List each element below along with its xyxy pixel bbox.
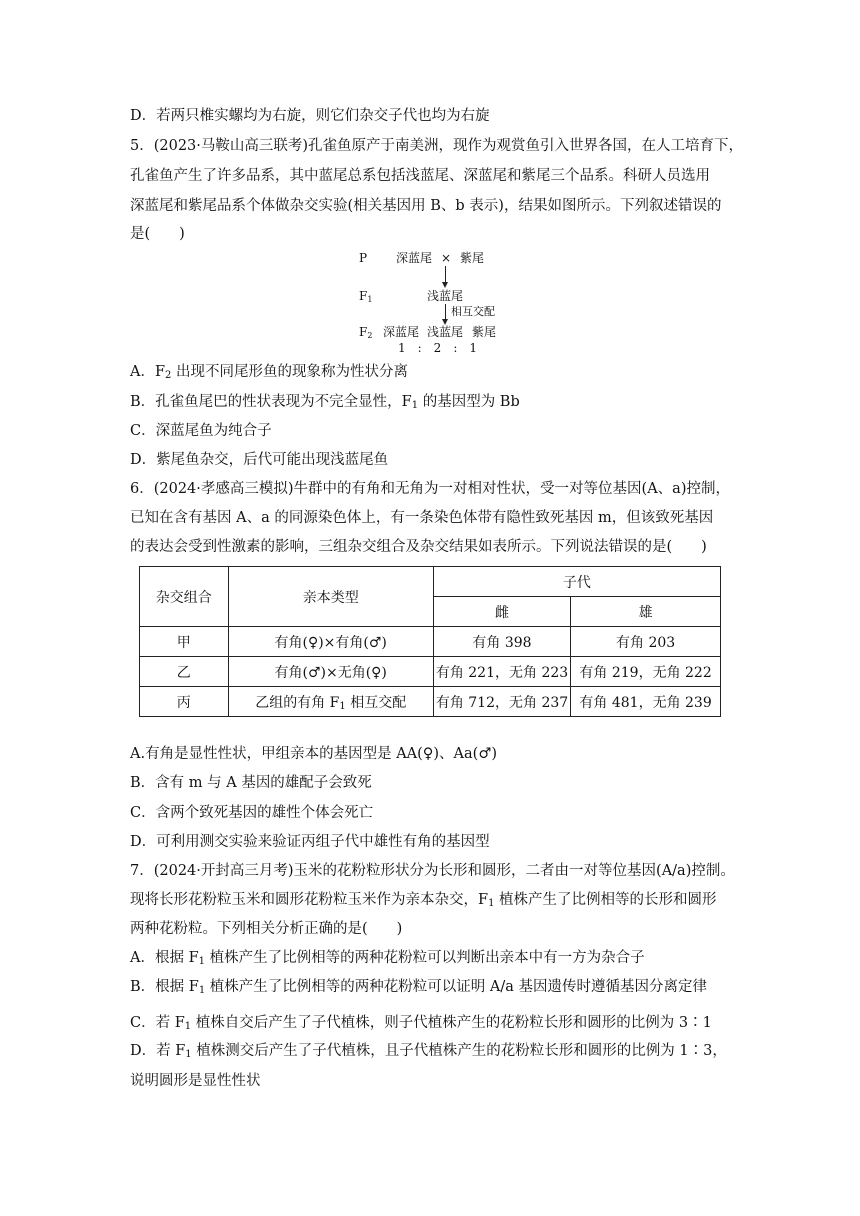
cell-parent: 有角(♂)×无角(♀) bbox=[228, 657, 433, 687]
header-male: 雄 bbox=[571, 597, 721, 627]
q5-option-c: C．深蓝尾鱼为纯合子 bbox=[130, 423, 272, 439]
q7-stem-line-3: 两种花粉粒。下列相关分析正确的是( ) bbox=[130, 921, 403, 937]
diagram-f1-phenotype: 浅蓝尾 bbox=[427, 289, 464, 303]
q7-option-d-continuation: 说明圆形是显性性状 bbox=[130, 1073, 261, 1089]
diagram-mating-note: 相互交配 bbox=[451, 305, 495, 318]
diagram-parent-2: 紫尾 bbox=[460, 251, 485, 265]
table-row bbox=[140, 687, 721, 717]
cross-results-table bbox=[139, 566, 721, 717]
header-female: 雌 bbox=[433, 597, 570, 627]
table-row bbox=[140, 627, 721, 657]
cell-female: 有角 398 bbox=[433, 627, 570, 657]
q5-option-a: A．$F_2$ 出现不同尾形鱼的现象称为性状分离 bbox=[130, 364, 409, 381]
cell-male: 有角 219，无角 222 bbox=[571, 657, 721, 687]
diagram-cross-symbol: × bbox=[441, 251, 452, 265]
diagram-p-label: P bbox=[359, 251, 368, 265]
header-offspring: 子代 bbox=[433, 567, 720, 597]
cell-male: 有角 203 bbox=[571, 627, 721, 657]
header-combo: 杂交组合 bbox=[140, 567, 229, 627]
q4-option-d: D．若两只椎实螺均为右旋，则它们杂交子代也均为右旋 bbox=[130, 108, 490, 124]
q7-option-d: D．若 $F_1$ 植株测交后产生了子代植株，且子代植株产生的花粉粒长形和圆形的比例为 1∶3， bbox=[130, 1043, 727, 1060]
cell-combo: 甲 bbox=[140, 627, 229, 657]
diagram-ratio: 1 : 2 : 1 bbox=[398, 341, 477, 355]
cell-parent: 乙组的有角 $F_1$ 相互交配 bbox=[228, 687, 433, 717]
q7-option-a: A．根据 $F_1$ 植株产生了比例相等的两种花粉粒可以判断出亲本中有一方为杂合子 bbox=[130, 950, 645, 967]
diagram-f2-label: $F_2$ bbox=[359, 325, 373, 340]
q7-stem-line-1: 7．(2024·开封高三月考)玉米的花粉粒形状分为长形和圆形，二者由一对等位基因(A/a)控制。 bbox=[130, 863, 735, 879]
q6-stem-line-3: 的表达会受到性激素的影响，三组杂交组合及杂交结果如表所示。下列说法错误的是( ) bbox=[130, 539, 707, 555]
q5-stem-line-4: 是( ) bbox=[130, 226, 185, 242]
cell-female: 有角 221，无角 223 bbox=[433, 657, 570, 687]
diagram-parent-1: 深蓝尾 bbox=[396, 251, 433, 265]
q7-option-c: C．若 $F_1$ 植株自交后产生了子代植株，则子代植株产生的花粉粒长形和圆形的比例为 3∶1 bbox=[130, 1015, 712, 1032]
header-parent: 亲本类型 bbox=[228, 567, 433, 627]
q6-option-d: D．可利用测交实验来验证丙组子代中雄性有角的基因型 bbox=[130, 834, 490, 850]
cell-combo: 丙 bbox=[140, 687, 229, 717]
q6-option-b: B．含有 m 与 A 基因的雄配子会致死 bbox=[130, 775, 372, 791]
cell-female: 有角 712，无角 237 bbox=[433, 687, 570, 717]
q6-option-c: C．含两个致死基因的雄性个体会死亡 bbox=[130, 805, 374, 821]
q7-option-b: B．根据 $F_1$ 植株产生了比例相等的两种花粉粒可以证明 A/a 基因遗传时遵循基因分离定律 bbox=[130, 979, 708, 996]
arrow-head-icon bbox=[442, 282, 448, 288]
q6-stem-line-2: 已知在含有基因 A、a 的同源染色体上，有一条染色体带有隐性致死基因 m，但该致死基因 bbox=[130, 510, 714, 526]
q5-option-d: D．紫尾鱼杂交，后代可能出现浅蓝尾鱼 bbox=[130, 452, 389, 468]
cell-combo: 乙 bbox=[140, 657, 229, 687]
cell-parent: 有角(♀)×有角(♂) bbox=[228, 627, 433, 657]
cell-male: 有角 481，无角 239 bbox=[571, 687, 721, 717]
q5-option-b: B．孔雀鱼尾巴的性状表现为不完全显性，$F_1$ 的基因型为 Bb bbox=[130, 394, 520, 411]
diagram-f1-label: $F_1$ bbox=[359, 289, 373, 304]
q7-stem-line-2: 现将长形花粉粒玉米和圆形花粉粒玉米作为亲本杂交，$F_1$ 植株产生了比例相等的长形和圆形 bbox=[130, 892, 717, 909]
q5-stem-line-1: 5．(2023·马鞍山高三联考)孔雀鱼原产于南美洲，现作为观赏鱼引入世界各国，在人工培育下， bbox=[130, 138, 744, 154]
q5-stem-line-3: 深蓝尾和紫尾品系个体做杂交实验(相关基因用 B、b 表示)，结果如图所示。下列叙述错误的 bbox=[130, 198, 722, 214]
q5-stem-line-2: 孔雀鱼产生了许多品系，其中蓝尾总系包括浅蓝尾、深蓝尾和紫尾三个品系。科研人员选用 bbox=[130, 168, 710, 184]
table-row bbox=[140, 657, 721, 687]
diagram-f2-phenotype-2: 浅蓝尾 bbox=[427, 325, 464, 339]
q6-option-a: A.有角是显性性状，甲组亲本的基因型是 AA(♀)、Aa(♂) bbox=[130, 746, 497, 762]
diagram-f2-phenotype-1: 深蓝尾 bbox=[383, 325, 420, 339]
q6-stem-line-1: 6．(2024·孝感高三模拟)牛群中的有角和无角为一对相对性状，受一对等位基因(A、a)控制， bbox=[130, 481, 730, 497]
diagram-f2-phenotype-3: 紫尾 bbox=[472, 325, 497, 339]
